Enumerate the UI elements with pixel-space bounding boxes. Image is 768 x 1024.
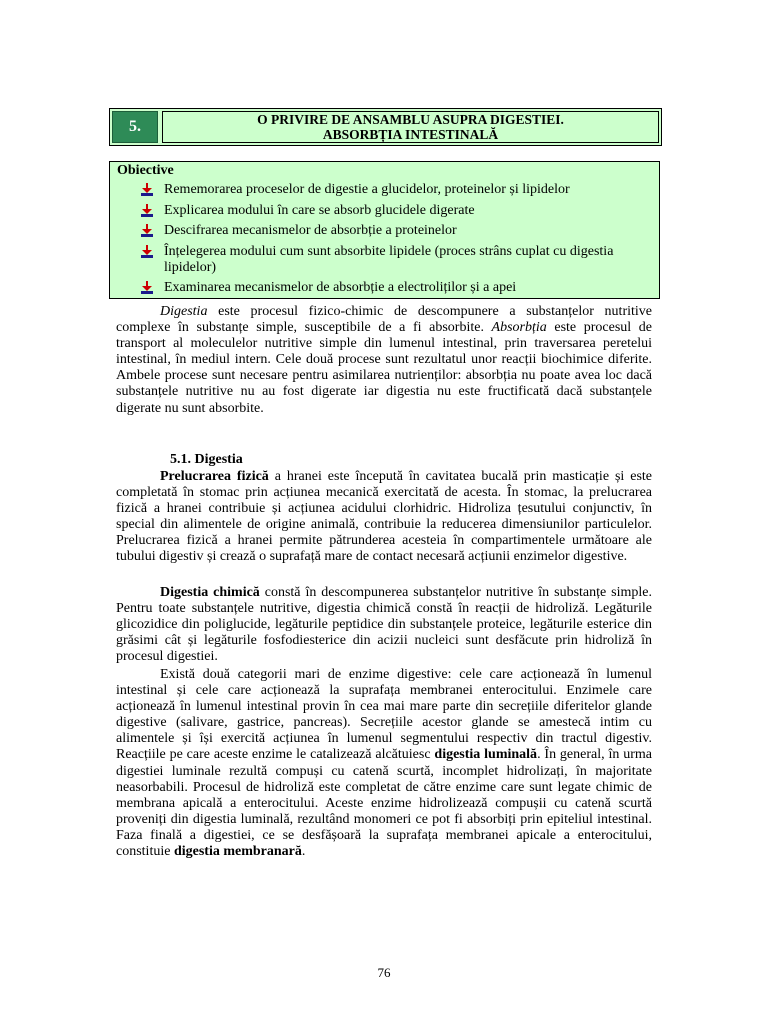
objectives-box [109,161,660,299]
paragraph-text: constă în descompunerea substanțelor nutritive în substanțe simple. Pentru toate substanțele nutritive, digestia chimică constă în reacții de hidroliză. Legăturile glicozidice din poliglucide, legăturile peptidice din substanțele proteice, legăturile esterice din grăsimi cât și legăturile fosfodiesterice din acizii nucleici sunt desfăcute prin hidroliză în procesul digestiei. [116,585,652,665]
chapter-title-line1: O PRIVIRE DE ANSAMBLU ASUPRA DIGESTIEI. [257,112,564,127]
arrow-bullet-icon [140,204,154,218]
paragraph-digestia-chimica [116,585,652,665]
objective-text: Rememorarea proceselor de digestie a glucidelor, proteinelor și lipidelor [164,182,570,197]
arrow-bullet-icon [140,281,154,295]
chapter-number: 5. [112,111,158,143]
chapter-title [162,111,659,143]
paragraph-text: Există două categorii mari de enzime digestive: cele care acționează în lumenul intestinal și cele care acționează la suprafața membranei enterocitului. Enzimele care acționează în lumenul intestinal provin în cea mai mare parte din secrețiile diferitelor glande digestive (salivare, gastrice, pancreas). Secrețiile acestor glande se amestecă intim cu alimentele și își exercită acțiunea în lumenul segmentului respectiv din tractul digestiv. Reacțiile pe care aceste enzime le catalizează alcătuiesc [116,667,652,763]
term-digestia-chimica: Digestia chimică [160,585,260,600]
arrow-bullet-icon [140,245,154,259]
term-absorbtia: Absorbția [491,320,547,336]
paragraph-enzime [116,667,652,860]
paragraph-prelucrare-fizica [116,469,652,566]
term-digestia-luminala: digestia luminală [434,747,538,763]
term-digestia-membranara: digestia membranară [173,844,302,860]
intro-paragraph [116,304,652,417]
section-heading: 5.1. Digestia [170,452,243,467]
intro-text-2: este procesul de transport al moleculelor nutritive simple din lumenul intestinal, prin traversarea peretelui intestinal, în mediul intern. Cele două procese sunt rezultatul unor reacții biochimice diferite. Ambele procese sunt necesare pentru asimilarea nutrienților: absorbția nu poate avea loc dacă substanțele nutritive nu au fost digerate iar digestia nu este fructificată dacă substanțele digerate nu sunt absorbite. [116,320,652,416]
objectives-heading: Obiective [117,163,174,178]
objectives-list [140,182,650,301]
term-prelucrare-fizica: Prelucrarea fizică [160,469,269,484]
page-number: 76 [377,965,391,980]
objective-item [140,223,650,239]
paragraph-text: . În general, în urma digestiei luminale rezultă compuși cu catenă scurtă, incomplet hidrolizați, în majoritate neasorbabili. Procesul de hidroliză este completat de către enzime care sunt legate chimic de membrana apicală a enterocitului. Aceste enzime hidrolizează compușii cu catenă scurtă proveniți din digestia luminală, rezultând monomeri ce pot fi absorbiți prin epiteliul intestinal. Faza finală a digestiei, ce se desfășoară la suprafața membranei apicale a enterocitului, constituie [116,747,652,860]
arrow-bullet-icon [140,183,154,197]
objective-text: Descifrarea mecanismelor de absorbție a proteinelor [164,223,457,238]
objective-item [140,244,650,276]
arrow-bullet-icon [140,224,154,238]
objective-text: Înțelegerea modului cum sunt absorbite lipidele (proces strâns cuplat cu digestia lipidelor) [164,243,614,275]
objective-item [140,203,650,219]
term-digestia: Digestia [160,304,208,319]
objective-text: Explicarea modului în care se absorb glucidele digerate [164,202,475,218]
objective-item [140,182,650,198]
chapter-title-line2: ABSORBȚIA INTESTINALĂ [322,127,499,142]
paragraph-text: a hranei este începută în cavitatea bucală prin masticație și este completată în stomac prin acțiunea mecanică exercitată de acesta. În stomac, la prelucrarea fizică a hranei contribuie și acțiunea acidului clorhidric. Hidroliza țesutului conjunctiv, în special din alimentele de origine animală, contribuie la reducerea dimensiunilor particulelor. Prelucrarea fizică a hranei permite pătrunderea acesteia în compartimentele următoare ale tubului digestiv și crează o suprafață mare de contact necesară acțiunii enzimelor digestive. [116,469,652,565]
paragraph-text: . [301,844,306,860]
chapter-header [109,108,662,146]
objective-item [140,280,650,296]
intro-text-1: este procesul fizico-chimic de descompunere a substanțelor nutritive complexe în substanțe simple, susceptibile de a fi absorbite. [116,304,652,336]
objective-text: Examinarea mecanismelor de absorbție a electroliților și a apei [164,280,517,295]
